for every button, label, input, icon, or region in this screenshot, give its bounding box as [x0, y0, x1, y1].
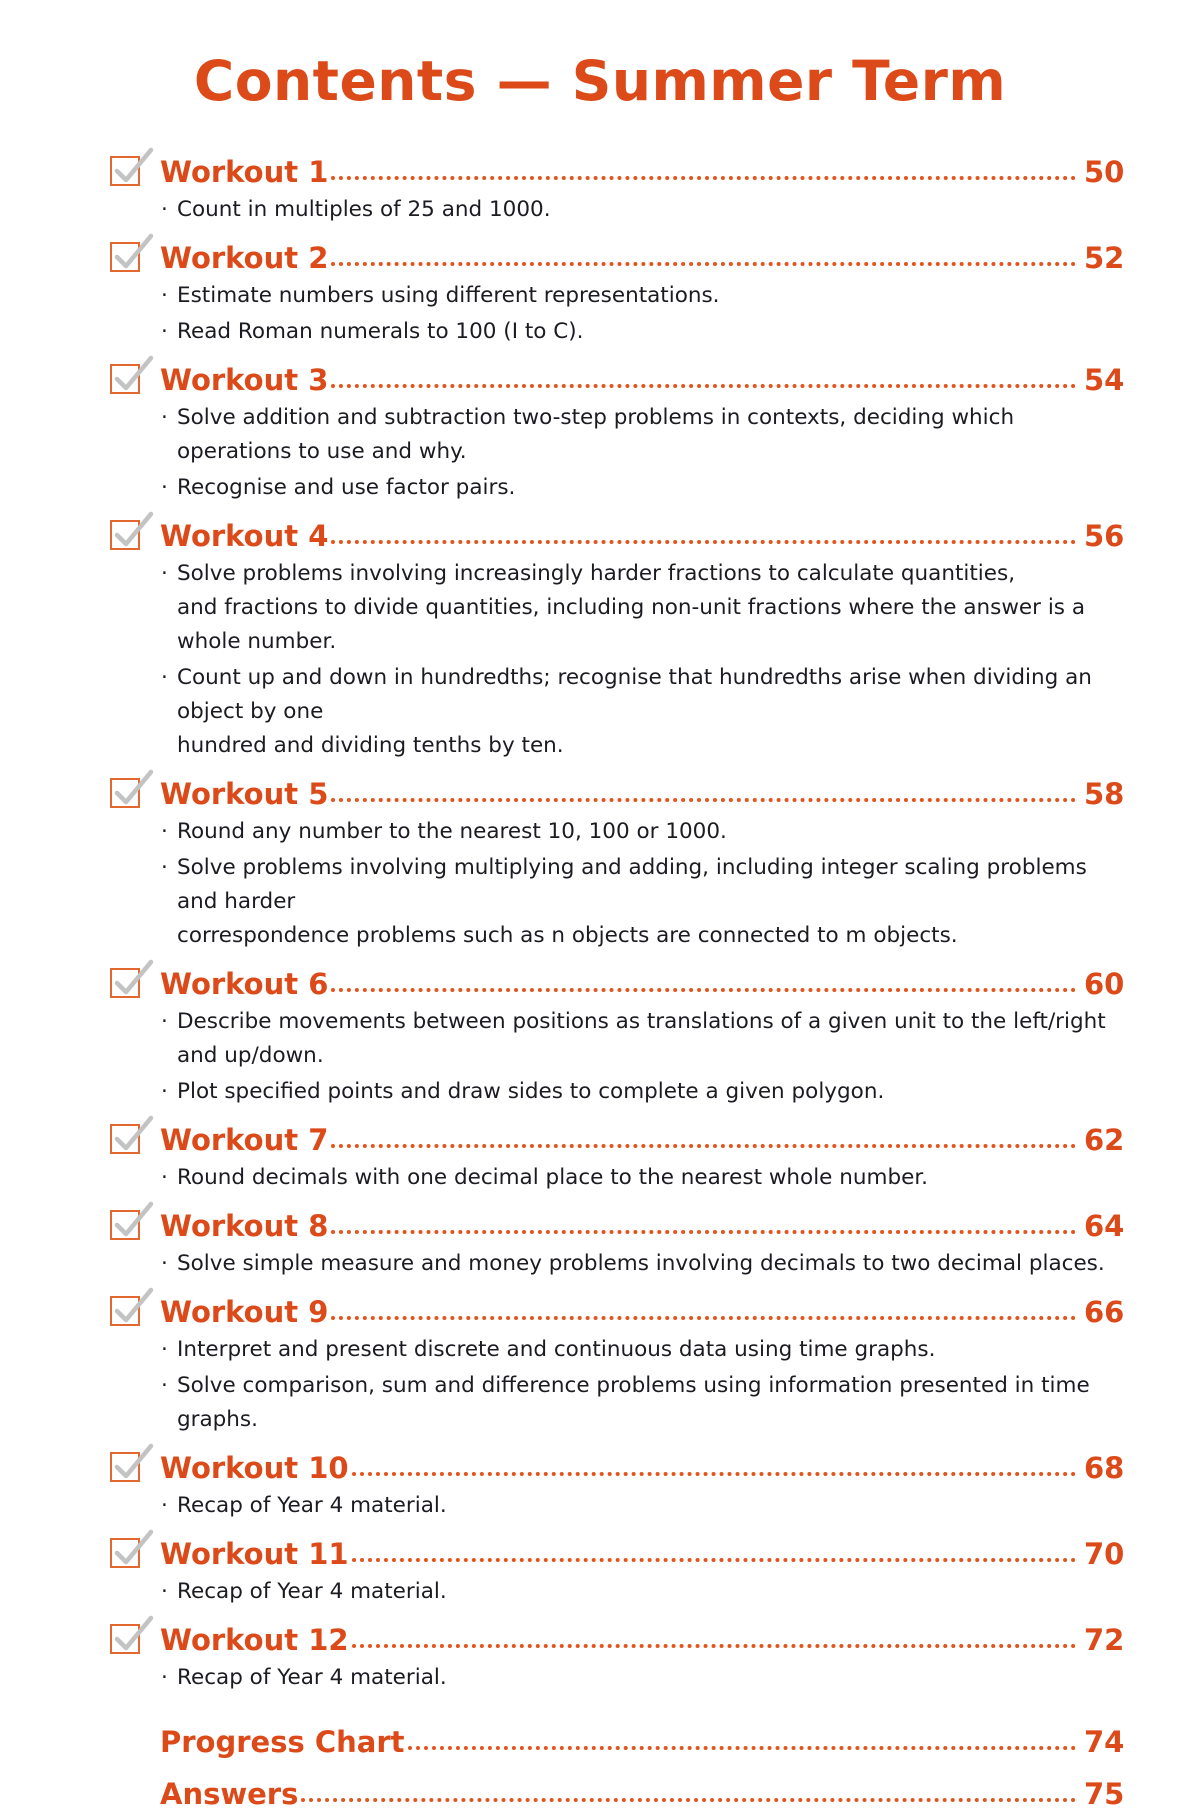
bullet-icon: · — [161, 1373, 168, 1398]
toc-entry-row[interactable] — [108, 769, 1132, 813]
bullet-icon: · — [161, 1337, 168, 1362]
dotted-leader — [352, 1643, 1076, 1648]
bullet-icon: · — [161, 855, 168, 880]
objective-item — [160, 1575, 1132, 1609]
bullet-icon: · — [161, 1009, 168, 1034]
checkbox-cell — [108, 355, 160, 399]
checkbox-cell — [108, 233, 160, 277]
objective-line: Solve problems involving increasingly harder fractions to calculate quantities, — [177, 561, 1016, 586]
toc-page-number[interactable]: 58 — [1084, 777, 1125, 811]
objective-line: Solve simple measure and money problems involving decimals to two decimal places. — [177, 1251, 1105, 1276]
toc-entry-row[interactable] — [108, 355, 1132, 399]
toc-entry-label[interactable]: Workout 9 — [160, 1295, 329, 1329]
toc-entry — [108, 1443, 1132, 1523]
checkbox-checked-icon[interactable] — [110, 242, 140, 272]
toc-page-number[interactable]: 50 — [1084, 155, 1125, 189]
checkbox-cell — [108, 769, 160, 813]
objective-item — [160, 279, 1132, 313]
objective-list — [108, 279, 1132, 349]
toc-entry-label[interactable]: Answers — [160, 1777, 299, 1811]
toc-entry-label[interactable]: Workout 10 — [160, 1451, 349, 1485]
toc-page-number[interactable]: 75 — [1084, 1777, 1125, 1811]
toc-entry-row[interactable] — [108, 1115, 1132, 1159]
toc-entry-label[interactable]: Workout 7 — [160, 1123, 329, 1157]
objective-line: Count up and down in hundredths; recognise that hundredths arise when dividing an object by one — [177, 665, 1092, 724]
objective-line: correspondence problems such as n objects are connected to m objects. — [177, 923, 958, 948]
checkmark-icon — [111, 1616, 155, 1658]
objective-list — [108, 401, 1132, 505]
toc-entry-row[interactable] — [108, 1287, 1132, 1331]
bullet-icon: · — [161, 1079, 168, 1104]
objective-list — [108, 557, 1132, 763]
page-title: Contents — Summer Term — [193, 49, 1007, 113]
objective-item — [160, 1489, 1132, 1523]
toc-entry-row[interactable] — [108, 959, 1132, 1003]
objective-list — [108, 1333, 1132, 1437]
checkbox-cell — [108, 1529, 160, 1573]
objective-line: Interpret and present discrete and continuous data using time graphs. — [177, 1337, 936, 1362]
toc-entry-label[interactable]: Workout 1 — [160, 155, 329, 189]
toc-entry-label[interactable]: Progress Chart — [160, 1725, 405, 1759]
toc-entry — [108, 511, 1132, 763]
dotted-leader — [352, 1471, 1076, 1476]
toc-page-number[interactable]: 68 — [1084, 1451, 1125, 1485]
toc-page-number[interactable]: 60 — [1084, 967, 1125, 1001]
dotted-leader — [301, 1797, 1076, 1802]
bullet-icon: · — [161, 1251, 168, 1276]
objective-list — [108, 1575, 1132, 1609]
toc-entry — [108, 1115, 1132, 1195]
dotted-leader — [331, 1315, 1076, 1320]
objective-list — [108, 1661, 1132, 1695]
toc-entry-label[interactable]: Workout 3 — [160, 363, 329, 397]
checkbox-cell — [108, 147, 160, 191]
bullet-icon: · — [161, 1493, 168, 1518]
toc-entry-row[interactable] — [108, 1769, 1132, 1813]
toc-entry-label[interactable]: Workout 11 — [160, 1537, 349, 1571]
bullet-icon: · — [161, 319, 168, 344]
bullet-icon: · — [161, 197, 168, 222]
checkmark-icon — [111, 1288, 155, 1330]
objective-line: Estimate numbers using different representations. — [177, 283, 720, 308]
bullet-icon: · — [161, 1579, 168, 1604]
toc-entry — [108, 1615, 1132, 1695]
toc-entry — [108, 1769, 1132, 1813]
checkmark-icon — [111, 356, 155, 398]
objective-line: Solve problems involving multiplying and adding, including integer scaling problems and harder — [177, 855, 1087, 914]
toc-entry — [108, 1287, 1132, 1437]
toc-entry-row[interactable] — [108, 1529, 1132, 1573]
objective-line: Recap of Year 4 material. — [177, 1665, 447, 1690]
toc-entry-label[interactable]: Workout 6 — [160, 967, 329, 1001]
objective-line: Round any number to the nearest 10, 100 or 1000. — [177, 819, 727, 844]
objective-item — [160, 1333, 1132, 1367]
objective-item — [160, 1661, 1132, 1695]
checkmark-icon — [111, 148, 155, 190]
checkmark-icon — [111, 512, 155, 554]
dotted-leader — [331, 175, 1076, 180]
toc-entry — [108, 1529, 1132, 1609]
objective-item — [160, 315, 1132, 349]
checkmark-icon — [111, 1444, 155, 1486]
toc-entry — [108, 1201, 1132, 1281]
checkbox-checked-icon[interactable] — [110, 1296, 140, 1326]
objective-item — [160, 1005, 1132, 1073]
dotted-leader — [331, 987, 1076, 992]
checkbox-checked-icon[interactable] — [110, 364, 140, 394]
objective-line: Count in multiples of 25 and 1000. — [177, 197, 551, 222]
objective-line: Solve comparison, sum and difference problems using information presented in time graphs. — [177, 1373, 1090, 1432]
checkbox-cell — [108, 1287, 160, 1331]
objective-item — [160, 471, 1132, 505]
objective-line: Solve addition and subtraction two-step problems in contexts, deciding which operations to use and why. — [177, 405, 1015, 464]
bullet-icon: · — [161, 475, 168, 500]
objective-list — [108, 1161, 1132, 1195]
dotted-leader — [331, 1143, 1076, 1148]
objective-line: Describe movements between positions as translations of a given unit to the left/right and up/down. — [177, 1009, 1106, 1068]
toc-page-number[interactable]: 56 — [1084, 519, 1125, 553]
checkbox-cell — [108, 959, 160, 1003]
toc-page-number[interactable]: 54 — [1084, 363, 1125, 397]
checkbox-checked-icon[interactable] — [110, 1210, 140, 1240]
toc-page-number[interactable]: 64 — [1084, 1209, 1125, 1243]
objective-item — [160, 557, 1132, 659]
toc-entry-row[interactable] — [108, 1443, 1132, 1487]
checkmark-icon — [111, 960, 155, 1002]
checkbox-checked-icon[interactable] — [110, 778, 140, 808]
objective-line: Read Roman numerals to 100 (I to C). — [177, 319, 584, 344]
objective-list — [108, 1489, 1132, 1523]
checkbox-cell — [108, 511, 160, 555]
toc-entry-row[interactable] — [108, 511, 1132, 555]
checkmark-icon — [111, 234, 155, 276]
objective-line: Recap of Year 4 material. — [177, 1579, 447, 1604]
toc-entry-label[interactable]: Workout 4 — [160, 519, 329, 553]
toc-entry-row[interactable] — [108, 233, 1132, 277]
dotted-leader — [352, 1557, 1076, 1562]
objective-list — [108, 1247, 1132, 1281]
objective-item — [160, 661, 1132, 763]
objective-line: Recognise and use factor pairs. — [177, 475, 516, 500]
objective-item — [160, 1075, 1132, 1109]
checkbox-cell — [108, 1115, 160, 1159]
dotted-leader — [331, 539, 1076, 544]
objective-item — [160, 815, 1132, 849]
toc-entry-row[interactable] — [108, 1615, 1132, 1659]
checkbox-checked-icon[interactable] — [110, 1624, 140, 1654]
toc-entry — [108, 147, 1132, 227]
bullet-icon: · — [161, 665, 168, 690]
toc-entry — [108, 769, 1132, 953]
toc-page-number[interactable]: 66 — [1084, 1295, 1125, 1329]
checkbox-cell — [108, 1201, 160, 1245]
bullet-icon: · — [161, 1165, 168, 1190]
objective-item — [160, 851, 1132, 953]
toc-page-number[interactable]: 70 — [1084, 1537, 1125, 1571]
toc-entry-label[interactable]: Workout 5 — [160, 777, 329, 811]
objective-item — [160, 1369, 1132, 1437]
toc-entry — [108, 959, 1132, 1109]
objective-line: and fractions to divide quantities, including non-unit fractions where the answer is a whole number. — [177, 595, 1086, 654]
objective-item — [160, 1161, 1132, 1195]
toc-entry-label[interactable]: Workout 2 — [160, 241, 329, 275]
objective-list — [108, 815, 1132, 953]
toc-page-number[interactable]: 72 — [1084, 1623, 1125, 1657]
checkmark-icon — [111, 1202, 155, 1244]
dotted-leader — [331, 261, 1076, 266]
checkmark-icon — [111, 1530, 155, 1572]
bullet-icon: · — [161, 283, 168, 308]
checkbox-checked-icon[interactable] — [110, 156, 140, 186]
toc-page-number[interactable]: 62 — [1084, 1123, 1125, 1157]
objective-list — [108, 193, 1132, 227]
checkbox-checked-icon[interactable] — [110, 1452, 140, 1482]
toc-entry-row[interactable] — [108, 1717, 1132, 1761]
objective-line: Round decimals with one decimal place to the nearest whole number. — [177, 1165, 929, 1190]
toc-entry-row[interactable] — [108, 1201, 1132, 1245]
objective-list — [108, 1005, 1132, 1109]
toc-entry — [108, 233, 1132, 349]
checkbox-checked-icon[interactable] — [110, 1538, 140, 1568]
objective-item — [160, 1247, 1132, 1281]
bullet-icon: · — [161, 405, 168, 430]
objective-line: Recap of Year 4 material. — [177, 1493, 447, 1518]
checkmark-icon — [111, 770, 155, 812]
checkbox-checked-icon[interactable] — [110, 1124, 140, 1154]
dotted-leader — [331, 1229, 1076, 1234]
bullet-icon: · — [161, 561, 168, 586]
checkmark-icon — [111, 1116, 155, 1158]
toc-page-number[interactable]: 74 — [1084, 1725, 1125, 1759]
objective-item — [160, 193, 1132, 227]
dotted-leader — [331, 383, 1076, 388]
toc-entry-label[interactable]: Workout 12 — [160, 1623, 349, 1657]
objective-item — [160, 401, 1132, 469]
toc-entry-row[interactable] — [108, 147, 1132, 191]
bullet-icon: · — [161, 819, 168, 844]
toc-entry — [108, 1717, 1132, 1761]
bullet-icon: · — [161, 1665, 168, 1690]
checkbox-cell — [108, 1615, 160, 1659]
checkbox-checked-icon[interactable] — [110, 520, 140, 550]
dotted-leader — [408, 1745, 1077, 1750]
checkbox-cell — [108, 1443, 160, 1487]
toc-entry — [108, 355, 1132, 505]
objective-line: Plot specified points and draw sides to complete a given polygon. — [177, 1079, 885, 1104]
checkbox-checked-icon[interactable] — [110, 968, 140, 998]
objective-line: hundred and dividing tenths by ten. — [177, 733, 564, 758]
toc-page-number[interactable]: 52 — [1084, 241, 1125, 275]
table-of-contents — [0, 147, 1200, 1813]
toc-entry-label[interactable]: Workout 8 — [160, 1209, 329, 1243]
dotted-leader — [331, 797, 1076, 802]
